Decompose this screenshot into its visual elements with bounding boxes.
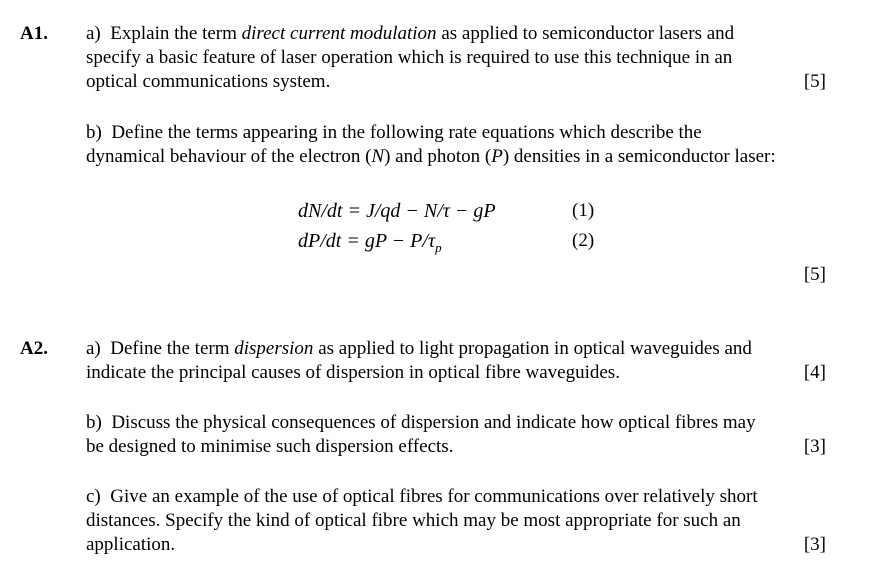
a2b-line-2 bbox=[86, 435, 826, 459]
a2a-pre: Define the term bbox=[110, 338, 235, 359]
a1a-post: as applied to semiconductor lasers and bbox=[436, 23, 735, 44]
a1b-line-2-pre: dynamical behaviour of the electron ( bbox=[86, 146, 372, 167]
a1a-line-3-text: optical communications system. bbox=[86, 71, 331, 92]
a2b-marks: [3] bbox=[803, 436, 826, 457]
a1b-symbol-n: N bbox=[371, 146, 385, 167]
a2a-line-2 bbox=[86, 361, 826, 385]
a1b-line-2 bbox=[86, 145, 826, 169]
question-a2-part-a bbox=[86, 337, 826, 385]
a1b-line-2-post: ) densities in a semiconductor laser: bbox=[502, 146, 776, 167]
rate-equation-2 bbox=[298, 226, 442, 263]
a2c-line-1-text: Give an example of the use of optical fibres for communications over relatively short bbox=[110, 486, 758, 507]
a2c-line-3-text: application. bbox=[86, 534, 176, 555]
a2c-marks: [3] bbox=[803, 534, 826, 555]
question-a2-part-b bbox=[86, 411, 826, 459]
a2c-line-2: distances. Specify the kind of optical fibre which may be most appropriate for such an bbox=[86, 510, 741, 531]
a1a-line-1 bbox=[86, 22, 826, 46]
question-a1-part-b bbox=[86, 121, 826, 169]
a1a-line-3 bbox=[86, 70, 826, 94]
question-number-a1: A1. bbox=[20, 23, 48, 44]
a2a-term: dispersion bbox=[234, 338, 314, 359]
question-number-a2: A2. bbox=[20, 338, 48, 359]
question-a1-part-a bbox=[86, 22, 826, 94]
a1b-line-1 bbox=[86, 121, 826, 145]
a1a-pre: Explain the term bbox=[110, 23, 242, 44]
a1b-marks-line bbox=[86, 263, 826, 287]
a2a-post: as applied to light propagation in optical waveguides and bbox=[313, 338, 752, 359]
a1b-marks-row bbox=[86, 263, 826, 287]
a2a-line-1 bbox=[86, 337, 826, 361]
a2b-line-1-text: Discuss the physical consequences of dispersion and indicate how optical fibres may bbox=[111, 412, 756, 433]
a2a-line-2-text: indicate the principal causes of dispersion in optical fibre waveguides. bbox=[86, 362, 620, 383]
rate-equation-2-subscript: p bbox=[435, 240, 442, 255]
a2b-label: b) bbox=[86, 412, 102, 433]
a1b-label: b) bbox=[86, 122, 102, 143]
a2a-label: a) bbox=[86, 338, 101, 359]
a1a-marks: [5] bbox=[803, 71, 826, 92]
a2b-line-1 bbox=[86, 411, 826, 435]
rate-equation-1-number: (1) bbox=[572, 200, 595, 221]
a2c-line-1 bbox=[86, 485, 826, 509]
rate-equation-2-text: dP/dt = gP − P/τ bbox=[298, 230, 436, 252]
a1a-line-2: specify a basic feature of laser operation which is required to use this technique in an bbox=[86, 47, 733, 68]
rate-equation-1: dN/dt = J/qd − N/τ − gP bbox=[298, 200, 496, 222]
a1b-symbol-p: P bbox=[491, 146, 503, 167]
a2b-line-2-text: be designed to minimise such dispersion effects. bbox=[86, 436, 454, 457]
a2a-marks: [4] bbox=[803, 362, 826, 383]
a1a-term: direct current modulation bbox=[241, 23, 437, 44]
a1b-line-2-mid: ) and photon ( bbox=[384, 146, 492, 167]
a2c-line-3 bbox=[86, 533, 826, 557]
a1b-marks: [5] bbox=[803, 264, 826, 285]
question-a2-part-c bbox=[86, 485, 826, 557]
a2c-label: c) bbox=[86, 486, 101, 507]
rate-equation-2-number: (2) bbox=[572, 230, 595, 251]
a1a-label: a) bbox=[86, 23, 101, 44]
a1b-line-1-text: Define the terms appearing in the following rate equations which describe the bbox=[111, 122, 702, 143]
